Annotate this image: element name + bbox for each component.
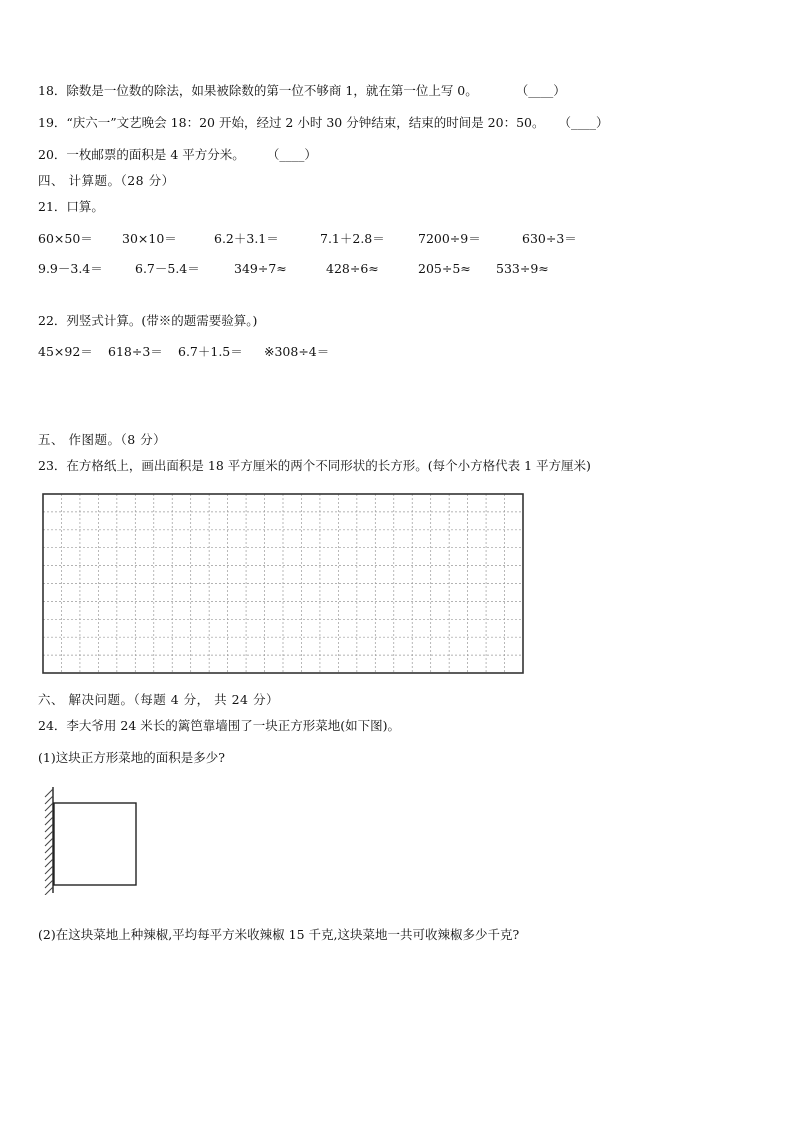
hatch-stroke <box>45 887 53 895</box>
vertical-calc-4: ※308÷4＝ <box>264 344 330 359</box>
oral-calc-2-3: 349÷7≈ <box>234 261 287 276</box>
answer-blank-19[interactable]: （____） <box>558 115 609 130</box>
question-23-text: 23．在方格纸上，画出面积是 18 平方厘米的两个不同形状的长方形。(每个小方格代表 1 平方厘米) <box>38 458 591 473</box>
question-18-text: 18．除数是一位数的除法，如果被除数的第一位不够商 1，就在第一位上写 0。 <box>38 83 478 98</box>
hatch-stroke <box>45 824 53 832</box>
oral-calc-1-5: 7200÷9＝ <box>418 231 481 246</box>
hatch-stroke <box>45 852 53 860</box>
question-22-title: 22．列竖式计算。(带※的题需要验算。) <box>38 313 258 328</box>
oral-calc-2-1: 9.9－3.4＝ <box>38 261 103 276</box>
hatch-stroke <box>45 831 53 839</box>
vertical-calc-1: 45×92＝ <box>38 344 93 359</box>
question-24-part-2: (2)在这块菜地上种辣椒,平均每平方米收辣椒 15 千克,这块菜地一共可收辣椒多少千克? <box>38 927 520 942</box>
question-18 <box>38 83 566 99</box>
oral-calc-2-5: 205÷5≈ <box>418 261 471 276</box>
question-21-title: 21．口算。 <box>38 199 104 214</box>
oral-calc-1-2: 30×10＝ <box>122 231 177 246</box>
vertical-calc-3: 6.7＋1.5＝ <box>178 344 243 359</box>
hatch-stroke <box>45 866 53 874</box>
oral-calc-2-4: 428÷6≈ <box>326 261 379 276</box>
question-24-part-1: (1)这块正方形菜地的面积是多少? <box>38 750 225 765</box>
section-5-heading: 五、 作图题。（8 分） <box>38 432 167 447</box>
hatch-stroke <box>45 789 53 797</box>
square-plot <box>54 803 136 885</box>
square-grid-paper[interactable] <box>42 493 525 676</box>
hatch-stroke <box>45 845 53 853</box>
vegetable-plot-figure <box>40 785 150 895</box>
oral-calc-1-3: 6.2＋3.1＝ <box>214 231 279 246</box>
question-24-text: 24．李大爷用 24 米长的篱笆靠墙围了一块正方形菜地(如下图)。 <box>38 718 401 733</box>
section-6-heading: 六、 解决问题。（每题 4 分， 共 24 分） <box>38 692 279 707</box>
answer-blank-18[interactable]: （____） <box>515 83 566 98</box>
hatch-stroke <box>45 796 53 804</box>
question-20-text: 20．一枚邮票的面积是 4 平方分米。 <box>38 147 245 162</box>
question-19 <box>38 115 609 131</box>
question-19-text: 19．“庆六一”文艺晚会 18：20 开始，经过 2 小时 30 分钟结束，结束的时间是 20：50。 <box>38 115 545 130</box>
vertical-calc-2: 618÷3＝ <box>108 344 163 359</box>
hatch-stroke <box>45 880 53 888</box>
question-20 <box>38 147 317 163</box>
hatch-stroke <box>45 810 53 818</box>
hatch-stroke <box>45 838 53 846</box>
oral-calc-1-6: 630÷3＝ <box>522 231 577 246</box>
oral-calc-1-1: 60×50＝ <box>38 231 93 246</box>
answer-blank-20[interactable]: （____） <box>266 147 317 162</box>
hatch-stroke <box>45 817 53 825</box>
wall-hatching <box>45 789 53 895</box>
oral-calc-2-2: 6.7－5.4＝ <box>135 261 200 276</box>
hatch-stroke <box>45 873 53 881</box>
oral-calc-1-4: 7.1＋2.8＝ <box>320 231 385 246</box>
hatch-stroke <box>45 803 53 811</box>
hatch-stroke <box>45 859 53 867</box>
section-4-heading: 四、 计算题。（28 分） <box>38 173 175 188</box>
oral-calc-2-6: 533÷9≈ <box>496 261 549 276</box>
